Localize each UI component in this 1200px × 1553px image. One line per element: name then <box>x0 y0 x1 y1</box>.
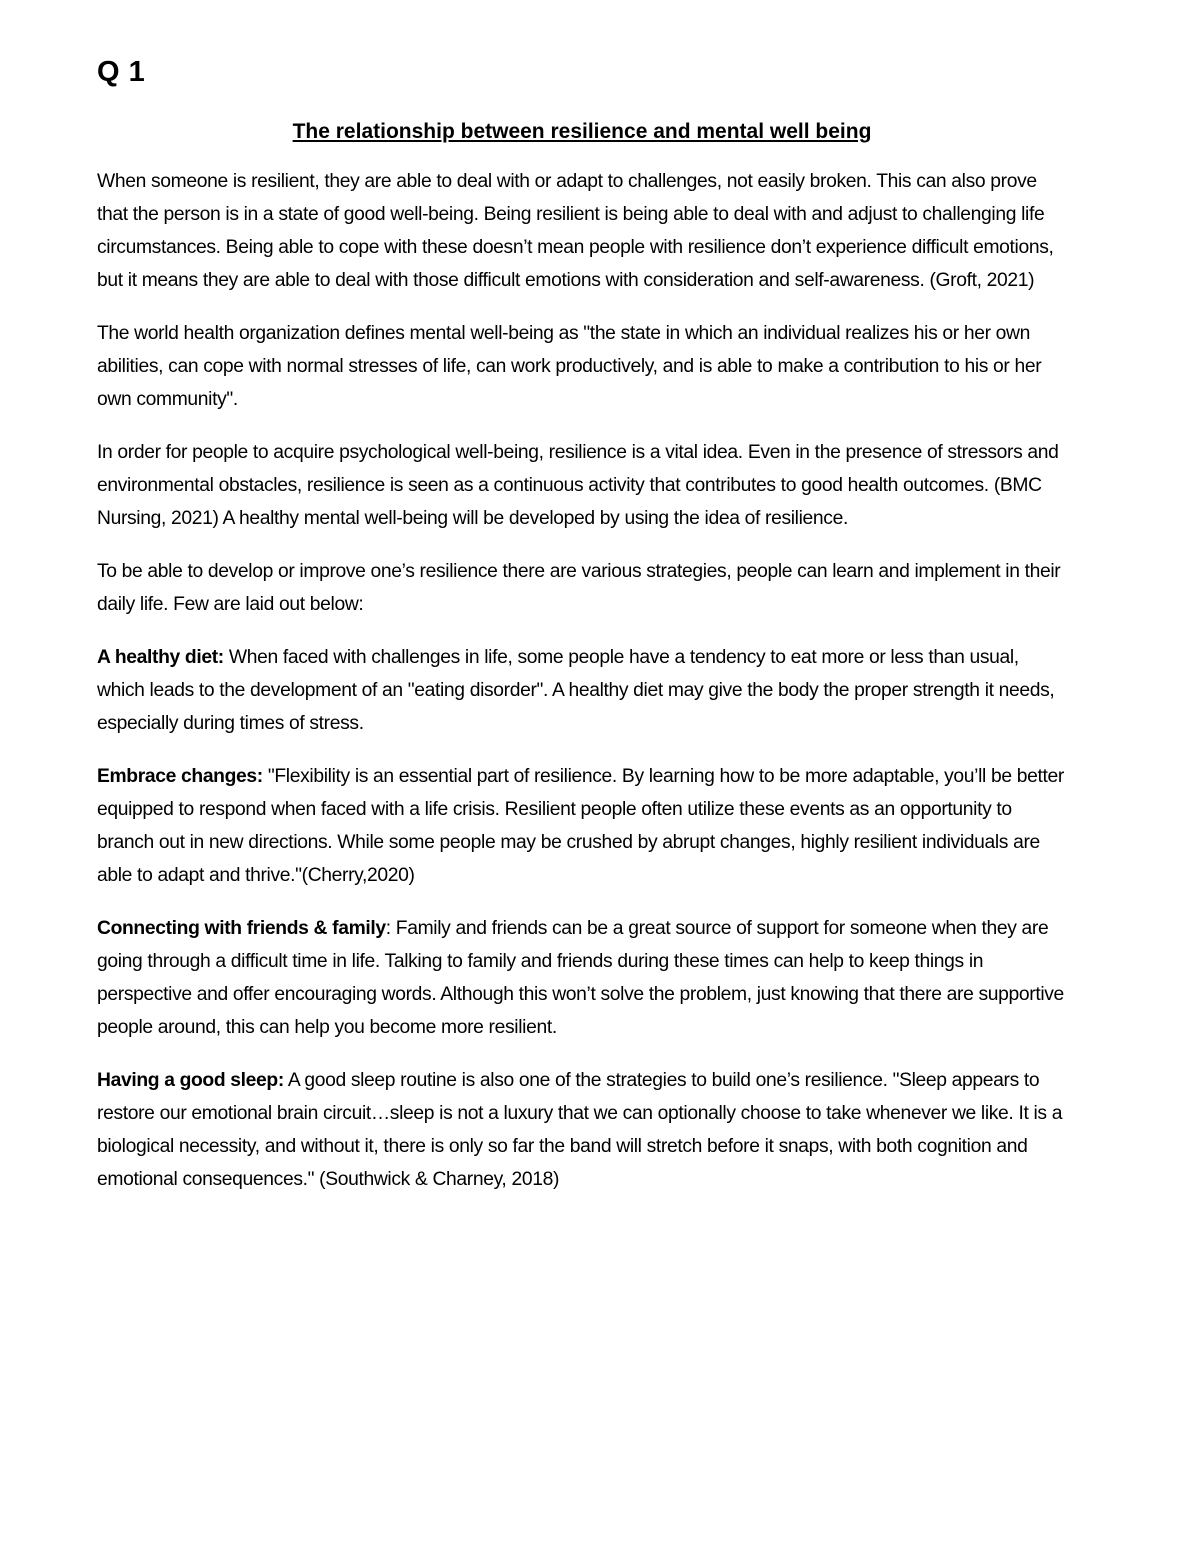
paragraph-who-definition <box>97 317 1067 416</box>
paragraph-heading: Connecting with friends & family <box>97 918 386 939</box>
paragraph-text: A good sleep routine is also one of the strategies to build one’s resilience. "Sleep appears to restore our emotional brain circuit…sleep is not a luxury that we can optionally choose to take whenever we like. It is a biological necessity, and without it, there is only so far the band will stretch before it snaps, with both cognition and emotional consequences." (Southwick & Charney, 2018) <box>97 1070 1063 1190</box>
paragraph-heading: Having a good sleep: <box>97 1070 284 1091</box>
paragraph-strategies-intro <box>97 555 1067 621</box>
paragraph-healthy-diet <box>97 641 1067 740</box>
paragraph-text: In order for people to acquire psychological well-being, resilience is a vital idea. Even in the presence of stressors and environmental obstacles, resilience is seen as a continuous activity that contributes to good health outcomes. (BMC Nursing, 2021) A healthy mental well-being will be developed by using the idea of resilience. <box>97 442 1059 529</box>
paragraph-text: To be able to develop or improve one’s resilience there are various strategies, people can learn and implement in their daily life. Few are laid out below: <box>97 561 1061 615</box>
paragraph-text: The world health organization defines mental well-being as "the state in which an individual realizes his or her own abilities, can cope with normal stresses of life, can work productively, and is able to make a contribution to his or her own community". <box>97 323 1042 410</box>
paragraph-text: When faced with challenges in life, some people have a tendency to eat more or less than usual, which leads to the development of an "eating disorder". A healthy diet may give the body the proper strength it needs, especially during times of stress. <box>97 647 1055 734</box>
paragraph-heading: A healthy diet: <box>97 647 224 668</box>
paragraph-text: : Family and friends can be a great source of support for someone when they are going through a difficult time in life. Talking to family and friends during these times can help to keep things in perspective and offer encouraging words. Although this won’t solve the problem, just knowing that there are supportive people around, this can help you become more resilient. <box>97 918 1064 1038</box>
paragraph-friends-family <box>97 912 1067 1044</box>
paragraph-embrace-changes <box>97 760 1067 892</box>
paragraph-good-sleep <box>97 1064 1067 1196</box>
paragraph-text: When someone is resilient, they are able to deal with or adapt to challenges, not easily broken. This can also prove that the person is in a state of good well-being. Being resilient is being able to deal with and adjust to challenging life circumstances. Being able to cope with these doesn’t mean people with resilience don’t experience difficult emotions, but it means they are able to deal with those difficult emotions with consideration and self-awareness. (Groft, 2021) <box>97 171 1054 291</box>
document-title: The relationship between resilience and mental well being <box>292 120 872 143</box>
paragraph-resilience-definition <box>97 165 1067 297</box>
document-page <box>97 52 1067 1216</box>
paragraph-heading: Embrace changes: <box>97 766 263 787</box>
paragraph-text: "Flexibility is an essential part of resilience. By learning how to be more adaptable, you’ll be better equipped to respond when faced with a life crisis. Resilient people often utilize these events as an opportunity to branch out in new directions. While some people may be crushed by abrupt changes, highly resilient individuals are able to adapt and thrive."(Cherry,2020) <box>97 766 1064 886</box>
paragraph-psychological-wellbeing <box>97 436 1067 535</box>
question-label: Q 1 <box>97 56 146 88</box>
